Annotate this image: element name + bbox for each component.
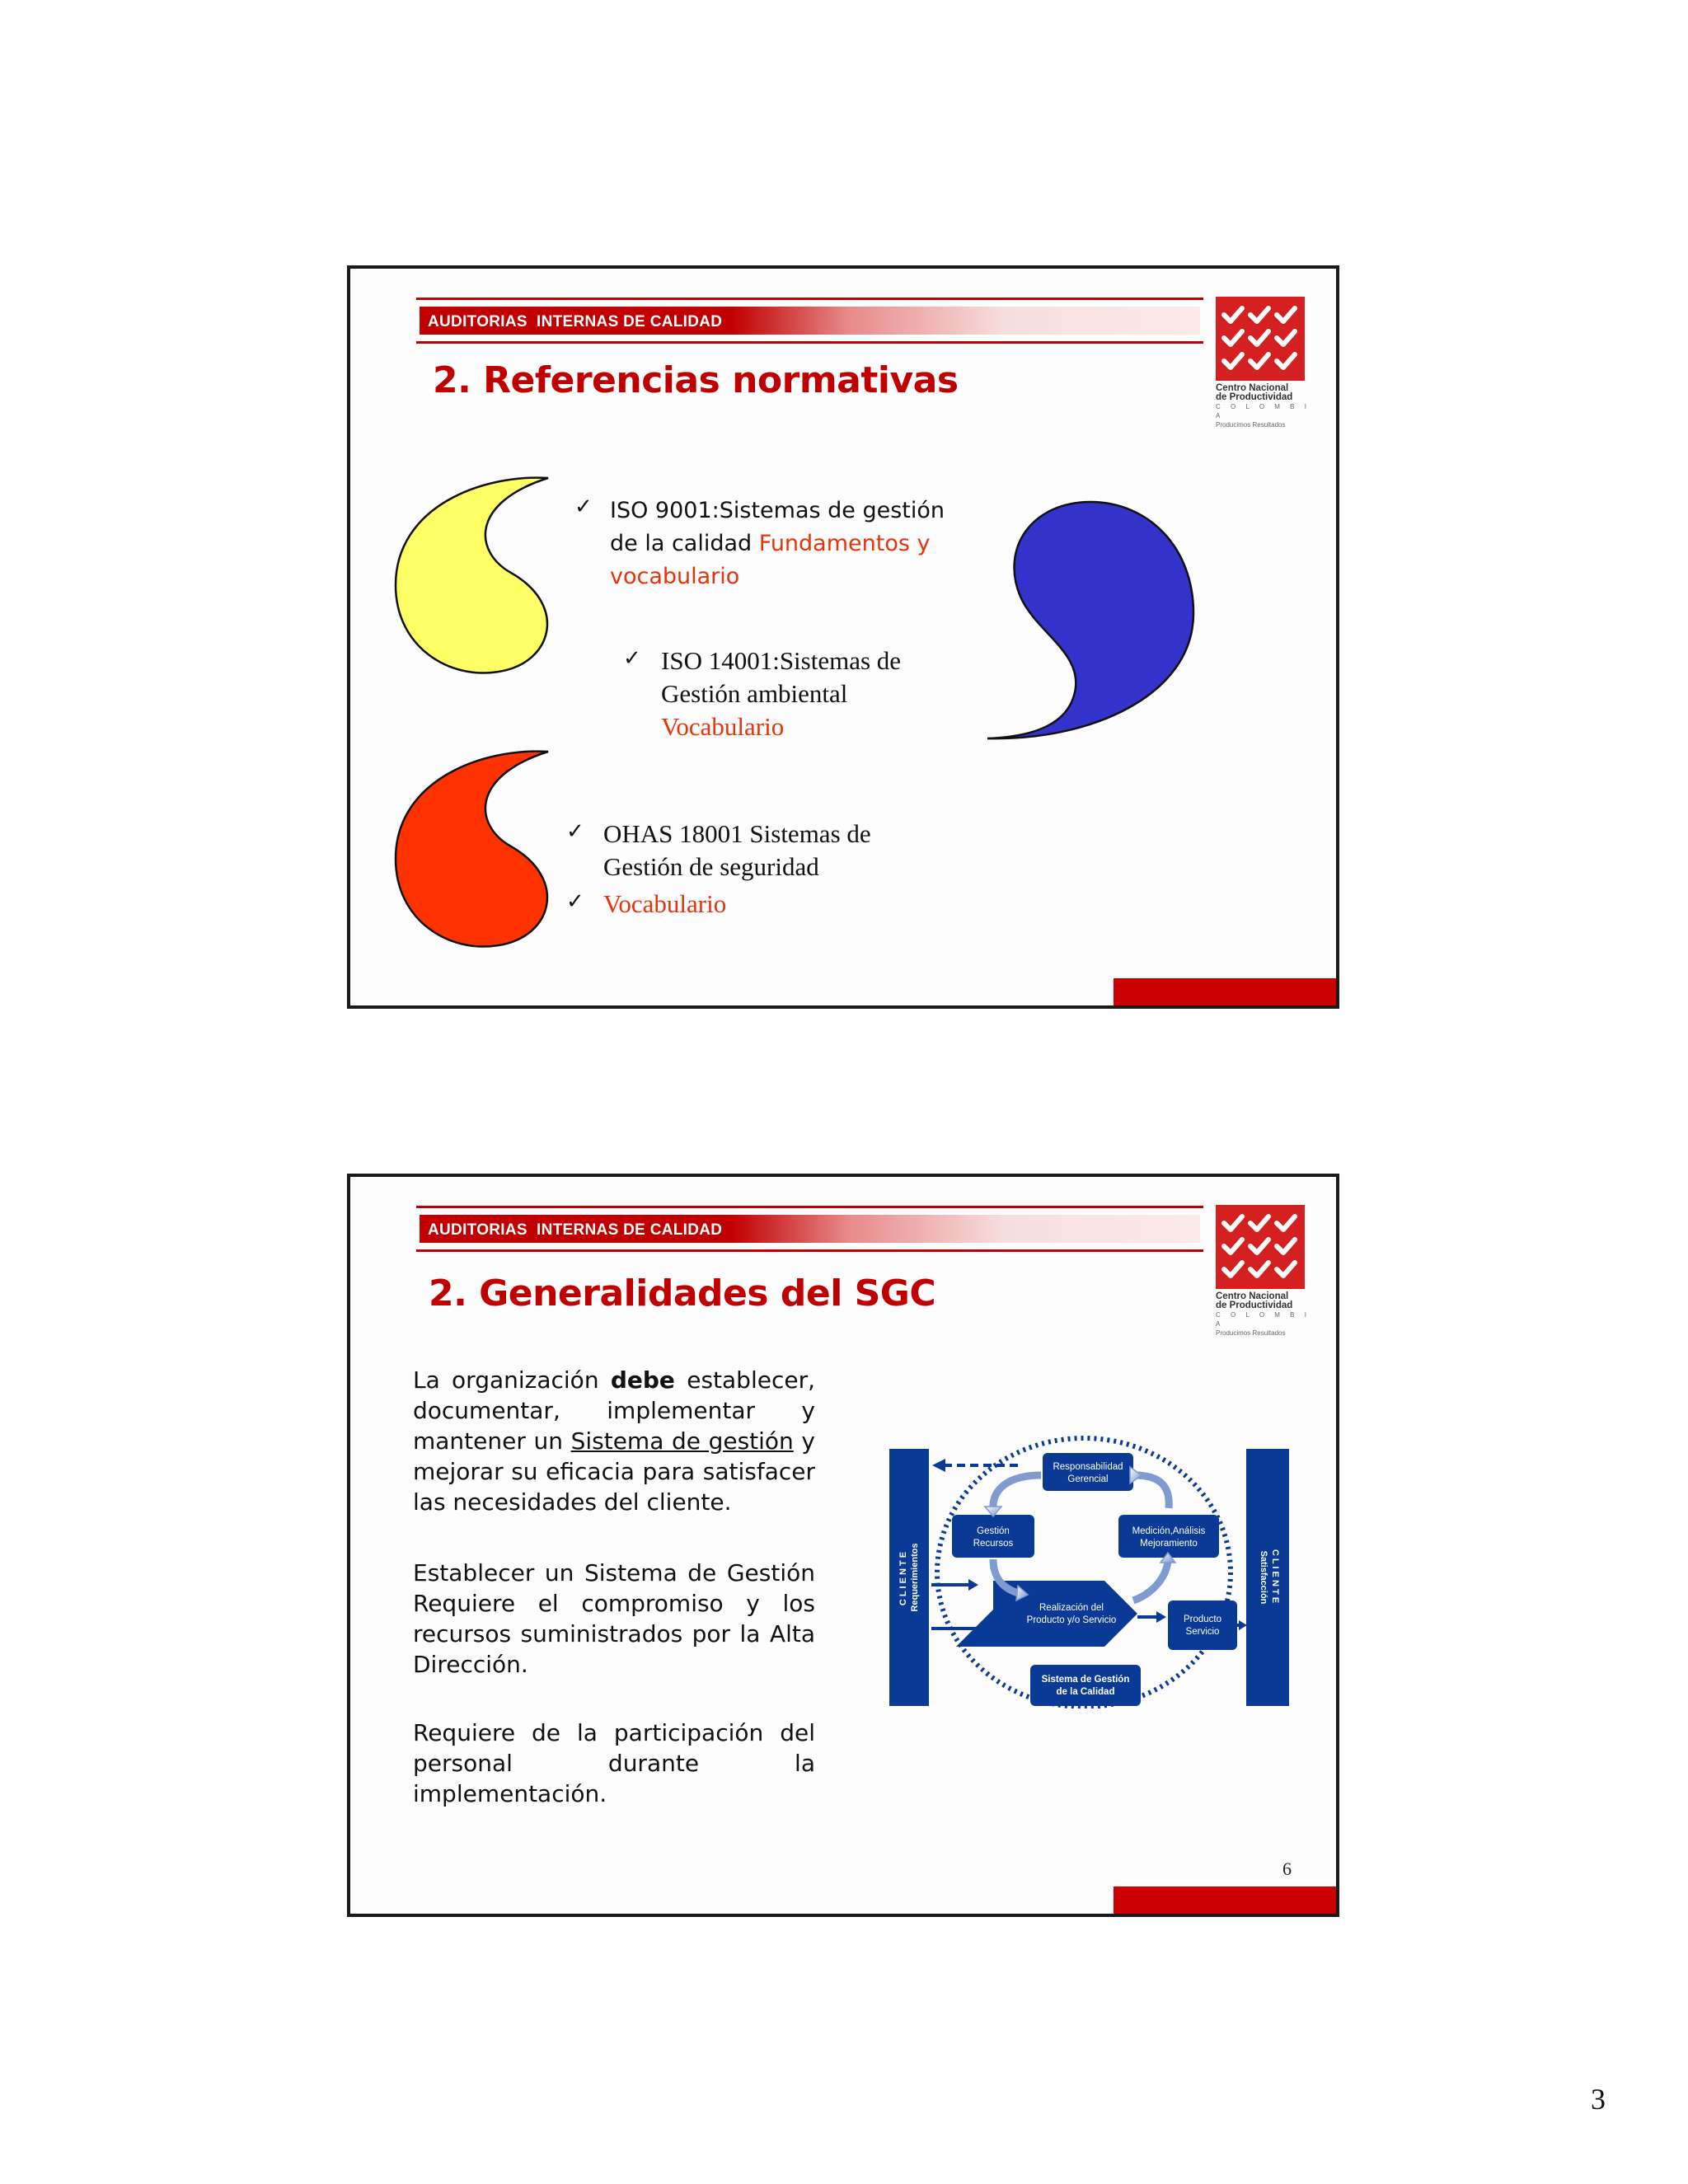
logo-line1: Centro Nacional [1216, 383, 1289, 393]
sgc-process-diagram [886, 1424, 1298, 1708]
page-number: 3 [1591, 2083, 1606, 2116]
item-iso9001-line2a: de la calidad [610, 531, 759, 556]
item-iso9001 [610, 494, 945, 593]
para1-text-b: establecer, documentar, implementar y mantener un [413, 1366, 815, 1455]
box-real-line2: Producto y/o Servicio [1026, 1615, 1117, 1625]
item-iso14001-line1: ISO 14001:Sistemas de [661, 646, 902, 675]
box-resp-line1: Responsabilidad [1053, 1462, 1123, 1472]
checkmark-icon: ✓ [623, 646, 641, 671]
logo-tagline: Producimos Resultados [1216, 1329, 1286, 1337]
item-ohas18001 [603, 818, 871, 883]
box-med-line1: Medición,Análisis [1132, 1526, 1206, 1536]
checkmark-icon: ✓ [566, 819, 584, 844]
red-corner-bar [1114, 978, 1336, 1005]
slide-title: 2. Referencias normativas [433, 359, 959, 401]
right-bar-line2: Satisfacción [1259, 1550, 1268, 1605]
slide-referencias-normativas [347, 265, 1339, 1009]
slide-title: 2. Generalidades del SGC [429, 1272, 936, 1315]
header-text: AUDITORIAS INTERNAS DE CALIDAD [428, 1221, 723, 1239]
header-rule-top [416, 298, 1203, 300]
logo-line1: Centro Nacional [1216, 1291, 1289, 1301]
red-comma-shape [392, 743, 556, 958]
item-iso14001-line3: Vocabulario [661, 712, 785, 741]
header-rule-bottom [416, 1249, 1203, 1252]
paragraph-establecer: Establecer un Sistema de Gestión Requiere el compromiso y los recursos suministrados por la Alta Dirección. [413, 1559, 815, 1678]
header-text: AUDITORIAS INTERNAS DE CALIDAD [428, 313, 723, 330]
paragraph-organizacion [413, 1365, 815, 1517]
checkmarks-logo-icon [1216, 1205, 1305, 1289]
box-sgc-line2: de la Calidad [1056, 1687, 1115, 1697]
slide-generalidades-sgc [347, 1174, 1339, 1917]
header-band [420, 307, 1200, 335]
item-iso14001 [661, 644, 901, 743]
box-med-line2: Mejoramiento [1140, 1539, 1198, 1549]
logo-text [1216, 384, 1311, 429]
box-prod-line1: Producto [1183, 1615, 1222, 1624]
para1-underline: Sistema de gestión [570, 1427, 794, 1455]
checkmark-icon: ✓ [574, 494, 593, 519]
logo-tagline: Producimos Resultados [1216, 421, 1286, 429]
logo-country: C O L O M B I A [1216, 403, 1311, 419]
header-rule-bottom [416, 341, 1203, 344]
checkmark-icon: ✓ [566, 889, 584, 914]
box-prod-line2: Servicio [1185, 1627, 1220, 1637]
item-iso9001-line1: ISO 9001:Sistemas de gestión [610, 498, 945, 523]
para1-bold: debe [610, 1366, 675, 1394]
header-rule-top [416, 1206, 1203, 1208]
box-resp-line2: Gerencial [1067, 1474, 1109, 1484]
logo-country: C O L O M B I A [1216, 1311, 1311, 1328]
checkmarks-logo-icon [1216, 297, 1305, 381]
box-real-line1: Realización del [1039, 1603, 1104, 1613]
item-iso14001-line2: Gestión ambiental [661, 679, 848, 708]
left-bar-line2: Requerimientos [910, 1543, 920, 1612]
item-iso9001-line3: vocabulario [610, 564, 740, 589]
box-gest-line1: Gestión [977, 1526, 1010, 1536]
red-corner-bar [1114, 1886, 1336, 1914]
logo-text [1216, 1292, 1311, 1338]
box-gest-line2: Recursos [973, 1539, 1014, 1549]
header-band [420, 1215, 1200, 1243]
paragraph-requiere: Requiere de la participación del personal durante la implementación. [413, 1719, 815, 1807]
left-bar-line1: C L I E N T E [898, 1551, 908, 1606]
para1-text-c: y mejorar su eficacia para satisfacer las necesidades del cliente. [413, 1427, 815, 1516]
box-sgc-line1: Sistema de Gestión [1041, 1675, 1130, 1685]
item-ohas18001-line1: OHAS 18001 Sistemas de [603, 819, 871, 848]
logo-line2: de Productividad [1216, 1301, 1293, 1310]
logo-line2: de Productividad [1216, 392, 1293, 402]
yellow-comma-shape [392, 470, 556, 684]
para1-text-a: La organización [413, 1366, 611, 1394]
slide-number: 6 [1282, 1858, 1292, 1879]
item-ohas18001-line2: Gestión de seguridad [603, 852, 819, 881]
blue-comma-shape [983, 490, 1198, 745]
item-ohas18001-line3: Vocabulario [603, 889, 727, 918]
item-iso9001-line2b: Fundamentos y [758, 531, 931, 556]
right-bar-line1: C L I E N T E [1270, 1549, 1280, 1604]
